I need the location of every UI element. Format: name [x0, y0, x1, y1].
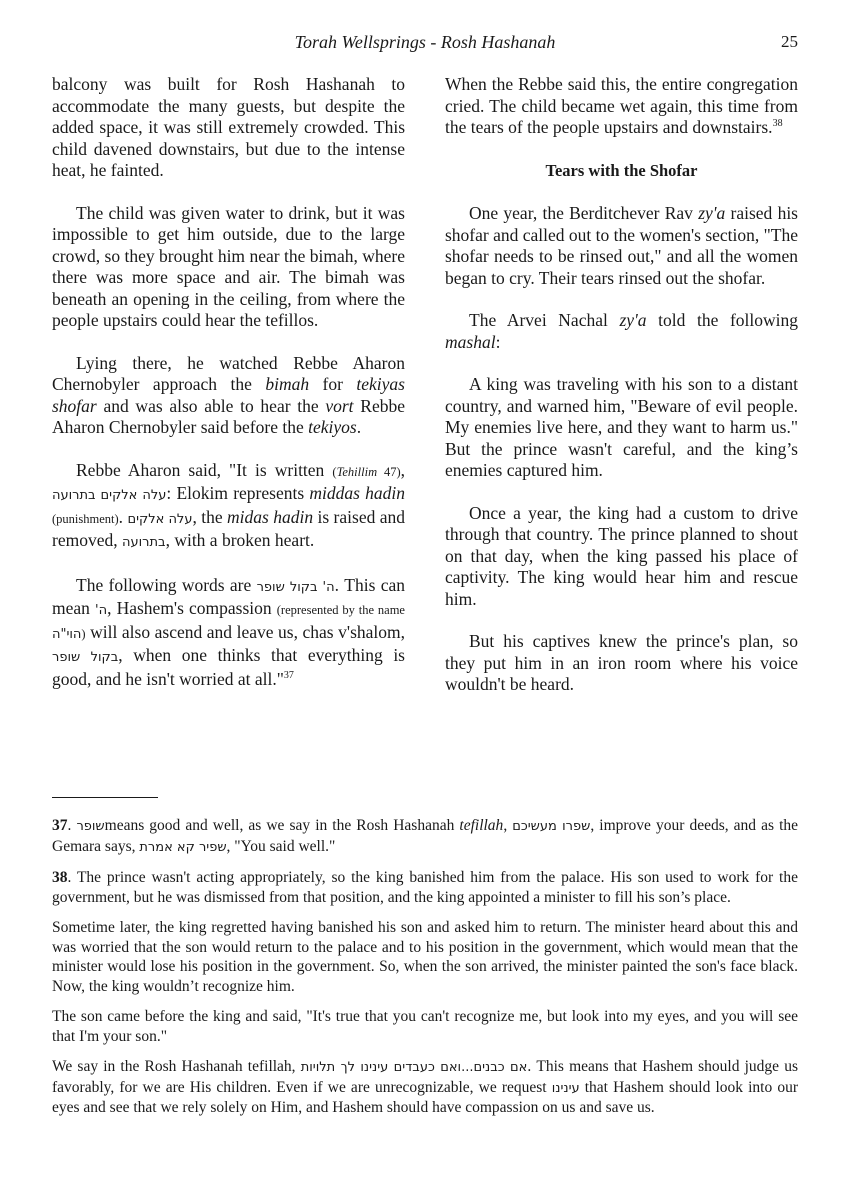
footnote-paragraph: [52, 1057, 798, 1118]
footnote-ref[interactable]: 37: [283, 669, 294, 681]
text: We say in the Rosh Hashanah tefillah,: [52, 1058, 301, 1075]
paragraph: [445, 74, 798, 139]
text: . The prince wasn't acting appropriately, so the king banished him from the palace. His son used to work for the government, but he was dismissed from that position, and the king appointed a minister to fill his son’s place.: [52, 869, 798, 906]
text: : Elokim represents: [166, 483, 310, 503]
paragraph: Once a year, the king had a custom to drive through that country. The prince planned to shout on that day, when the king passed his place of captivity. The king would hear him and rescue him.: [445, 502, 798, 609]
text: ,: [400, 459, 405, 480]
footnotes: [52, 816, 798, 1129]
text: . This means that Hashem should judge us favorably, for we are His children. Even if we are unrecognizable, we request: [52, 1058, 798, 1096]
text: Rebbe Aharon Chernobyler said before the: [52, 395, 405, 437]
text: .: [67, 817, 77, 834]
italic-term: zy'a: [619, 310, 647, 330]
text: , with a broken heart.: [165, 530, 315, 550]
hebrew-text: אם כבנים...ואם כעבדים עינינו לך תלויות: [300, 1060, 528, 1075]
text: for: [309, 374, 357, 394]
text: raised his shofar and called out to the women's section, "The shofar needs to be rinsed out," and all the women began to cry. Their tears rinsed out the shofar.: [445, 203, 798, 288]
text: :: [495, 331, 501, 352]
parenthetical: (punishment): [52, 511, 119, 526]
paragraph: The child was given water to drink, but it was impossible to get him outside, due to the large crowd, so they brought him near the bimah, where there was more space and air. The bimah was beneath an opening in the ceiling, from where the people upstairs could hear the tefillos.: [52, 202, 405, 330]
left-column: [52, 74, 405, 711]
text: Rebbe Aharon said, "It is written: [76, 459, 333, 480]
page-number: 25: [781, 32, 798, 51]
right-column: [445, 74, 798, 717]
text: , when one thinks that everything is good, and he isn't worried at all.": [52, 645, 405, 689]
text: is raised and removed,: [52, 506, 405, 550]
footnote-paragraph: The son came before the king and said, "It's true that you can't recognize me, but look into my eyes, and you will see that I'm your son.": [52, 1008, 798, 1045]
text: .: [118, 506, 128, 527]
text: , Hashem's compassion: [107, 598, 277, 618]
text: ,: [503, 817, 513, 834]
italic-term: mashal: [445, 331, 496, 352]
citation-chapter: 47): [377, 464, 401, 479]
hebrew-text: שופר: [76, 819, 105, 834]
italic-term: middas hadin: [309, 483, 405, 503]
hebrew-text: עינינו: [551, 1080, 580, 1096]
text: , improve your deeds, and as the Gemara says,: [52, 817, 799, 855]
text: When the Rebbe said this, the entire congregation cried. The child became wet again, this time from the tears of the people upstairs and downstairs.: [445, 74, 798, 137]
italic-term: zy'a: [698, 203, 726, 223]
running-title: Torah Wellsprings - Rosh Hashanah: [294, 32, 556, 52]
paragraph: A king was traveling with his son to a distant country, and warned him, "Beware of evil people. My enemies live here, and they want to harm us." But the prince wasn't careful, and the king’s enemies captured him.: [445, 374, 798, 480]
hebrew-text: בתרועה: [121, 535, 166, 550]
text: . This can mean: [52, 574, 405, 618]
italic-term: tekiyas shofar: [52, 374, 405, 416]
paragraph: balcony was built for Rosh Hashanah to accommodate the many guests, but despite the added space, it was still extremely crowded. This child davened downstairs, but due to the intense heat, he fainted.: [52, 74, 405, 180]
text: One year, the Berditchever Rav: [469, 203, 699, 223]
italic-term: midas hadin: [227, 506, 314, 527]
footnote-ref[interactable]: 38: [772, 118, 783, 130]
text: The following words are: [76, 574, 257, 595]
footnote: [52, 868, 798, 907]
text: , the: [192, 506, 228, 527]
page-header: [52, 32, 798, 56]
paragraph: But his captives knew the prince's plan, so they put him in an iron room where his voice wouldn't be heard.: [445, 631, 798, 694]
section-heading: Tears with the Shofar: [545, 160, 698, 180]
citation-book: Tehillim: [336, 464, 378, 479]
paragraph: [52, 353, 405, 439]
italic-term: tefillah: [459, 817, 504, 834]
footnote-number: 38: [52, 869, 68, 886]
text: will also ascend and leave us, chas v'shalom,: [85, 621, 405, 642]
footnote-number: 37: [52, 817, 68, 834]
footnote-divider: [52, 797, 158, 798]
text: Lying there, he watched Rebbe Aharon Chernobyler approach the: [52, 352, 405, 394]
italic-term: tekiyos: [308, 417, 357, 437]
hebrew-text: שפרו מעשיכם: [512, 819, 591, 834]
hebrew-text: עלה אלקים בתרועה: [52, 488, 167, 503]
text: told the following: [646, 310, 798, 330]
text: , "You said well.": [226, 837, 336, 855]
citation-open: (: [332, 464, 337, 479]
text: and was also able to hear the: [96, 395, 326, 416]
hebrew-text: עלה אלקים: [127, 511, 193, 527]
text: means good and well, as we say in the Rosh Hashanah: [104, 817, 460, 834]
italic-term: bimah: [265, 374, 310, 394]
paragraph: [52, 575, 405, 691]
paragraph: [52, 460, 405, 554]
text: that Hashem should look into our eyes and see that we rely solely on Him, and Hashem should have compassion on us and save us.: [52, 1078, 798, 1116]
text: .: [356, 417, 362, 437]
hebrew-text: ה' בקול שופר: [256, 579, 335, 595]
parenthetical: ): [81, 626, 86, 641]
hebrew-text: שפיר קא אמרת: [139, 839, 227, 855]
footnote-paragraph: Sometime later, the king regretted having banished his son and asked him to return. The minister heard about this and was worried that the son would return to the palace and to his position in the government, which would mean that the minister would lose his position in the government. So, when the son arrived, the minister painted the son's face black. Now, the king wouldn’t recognize him.: [52, 919, 798, 995]
hebrew-text: ה': [95, 603, 108, 618]
text: The Arvei Nachal: [469, 310, 620, 330]
footnote: [52, 816, 798, 857]
paragraph: [445, 310, 798, 353]
paragraph: [445, 203, 798, 289]
hebrew-text: הוי"ה: [52, 626, 82, 642]
hebrew-text: בקול שופר: [52, 650, 119, 665]
italic-term: vort: [325, 395, 354, 416]
parenthetical: (represented by the name: [276, 603, 405, 617]
